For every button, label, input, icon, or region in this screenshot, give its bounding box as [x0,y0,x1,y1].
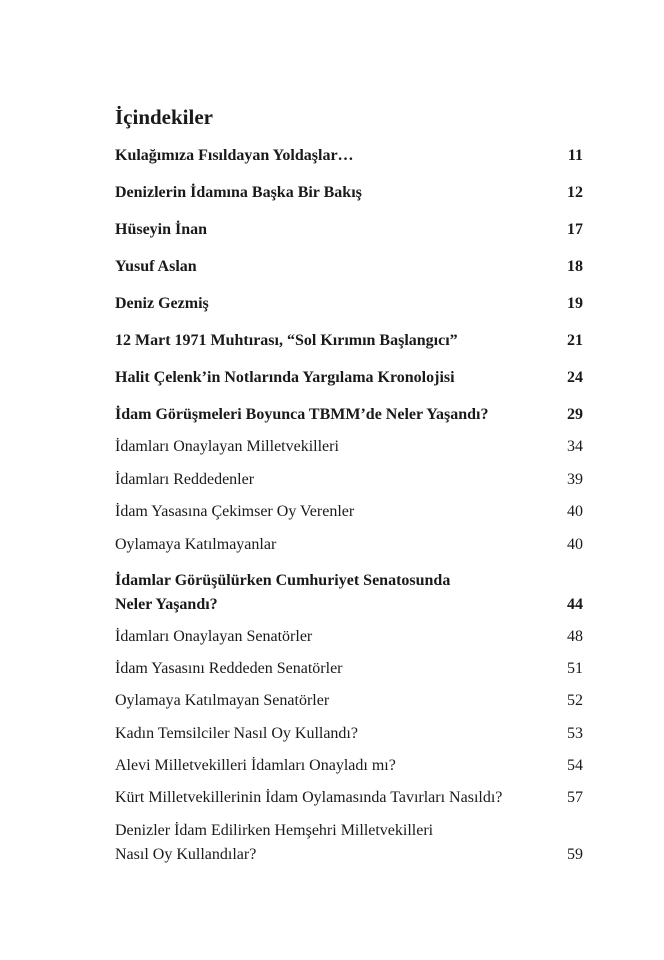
toc-entry-title [115,534,583,556]
toc-entry-title [115,755,583,777]
toc-entry [115,626,583,648]
toc-entry [115,658,583,680]
toc-entry [115,755,583,777]
toc-entry [115,436,583,458]
toc-entry-title [115,256,583,278]
toc-entry-page-number: 29 [567,406,583,423]
toc-entry-title-line: Kürt Milletvekillerinin İdam Oylamasında Tavırları Nasıldı? [115,789,503,806]
toc-entry-page-number: 54 [567,757,583,774]
toc-entry-title-line: İdam Yasasını Reddeden Senatörler [115,660,343,677]
toc-entry-title-line: İdam Yasasına Çekimser Oy Verenler [115,503,355,520]
toc-entry-title-line: Kadın Temsilciler Nasıl Oy Kullandı? [115,725,358,742]
toc-entry-title [115,330,583,352]
toc-entry-title-line: 12 Mart 1971 Muhtırası, “Sol Kırımın Başlangıcı” [115,332,458,349]
toc-entry [115,501,583,523]
toc-entry-title-line: İdamlar Görüşülürken Cumhuriyet Senatosunda [115,572,451,589]
toc-entry-title-line: İdamları Onaylayan Milletvekilleri [115,438,339,455]
toc-entry [115,469,583,491]
toc-entry-title-line: Halit Çelenk’in Notlarında Yargılama Kronolojisi [115,369,455,386]
toc-entry-title-line: Neler Yaşandı? [115,596,218,613]
toc-entry-title-line: Hüseyin İnan [115,221,208,238]
toc-entry-page-number: 19 [567,295,583,312]
toc-entry [115,690,583,712]
toc-entry [115,293,583,315]
toc-entry-title-line: Denizler İdam Edilirken Hemşehri Milletvekilleri [115,822,434,839]
toc-entry-title [115,626,583,648]
toc-entry-title-line: Alevi Milletvekilleri İdamları Onayladı mı? [115,757,396,774]
toc-entry [115,820,583,866]
toc-entry [115,145,583,167]
toc-entry-title [115,145,583,167]
toc-entry-title [115,570,583,616]
toc-entry-title [115,469,583,491]
toc-entry-page-number: 11 [567,147,583,164]
toc-entry-page-number: 12 [567,184,583,201]
toc-entry-title [115,787,583,809]
toc-entry-title [115,182,583,204]
toc-entry-page-number: 52 [567,692,583,709]
toc-entry-title [115,820,583,866]
toc-entry-page-number: 39 [567,471,583,488]
toc-entry [115,367,583,389]
toc-entry-page-number: 18 [567,258,583,275]
toc-entry-title-line: İdamları Onaylayan Senatörler [115,628,313,645]
toc-entry-page-number: 40 [567,536,583,553]
toc-entry-title-line: Deniz Gezmiş [115,295,209,312]
toc-entry-title-line: İdamları Reddedenler [115,471,255,488]
toc-entry-page-number: 17 [567,221,583,238]
toc-entry-title-line: Nasıl Oy Kullandılar? [115,846,257,863]
toc-entry-page-number: 51 [567,660,583,677]
toc-entry-page-number: 34 [567,438,583,455]
toc-entry-page-number: 57 [567,789,583,806]
toc-entry [115,219,583,241]
toc-entry-page-number: 48 [567,628,583,645]
toc-entry-title-line: İdam Görüşmeleri Boyunca TBMM’de Neler Yaşandı? [115,406,489,423]
toc-entry-title [115,219,583,241]
toc-entry [115,256,583,278]
toc-entry [115,182,583,204]
toc-entry-page-number: 59 [567,846,583,863]
page-title: İçindekiler [115,105,213,129]
toc-entry [115,787,583,809]
toc-entry-title-line: Oylamaya Katılmayanlar [115,536,277,553]
toc-entry-title [115,404,583,426]
toc-entry-title [115,723,583,745]
toc-entry [115,330,583,352]
toc-entry [115,570,583,616]
toc-entry-title [115,658,583,680]
toc-entry-page-number: 53 [567,725,583,742]
toc-entry-title-line: Denizlerin İdamına Başka Bir Bakış [115,184,362,201]
toc-entry-title-line: Oylamaya Katılmayan Senatörler [115,692,330,709]
toc-entry-page-number: 21 [567,332,583,349]
toc-entry-page-number: 24 [567,369,583,386]
toc-entry [115,534,583,556]
toc-entry-title [115,293,583,315]
toc-entry-title-line: Yusuf Aslan [115,258,197,275]
toc-entry-title-line: Kulağımıza Fısıldayan Yoldaşlar… [115,147,354,164]
toc-entry-page-number: 40 [567,503,583,520]
toc-entry-page-number: 44 [567,596,583,613]
toc-entry-title [115,501,583,523]
toc-entry [115,723,583,745]
toc-entry-title [115,436,583,458]
toc-entry-title [115,367,583,389]
toc-entry-title [115,690,583,712]
toc-entry [115,404,583,426]
